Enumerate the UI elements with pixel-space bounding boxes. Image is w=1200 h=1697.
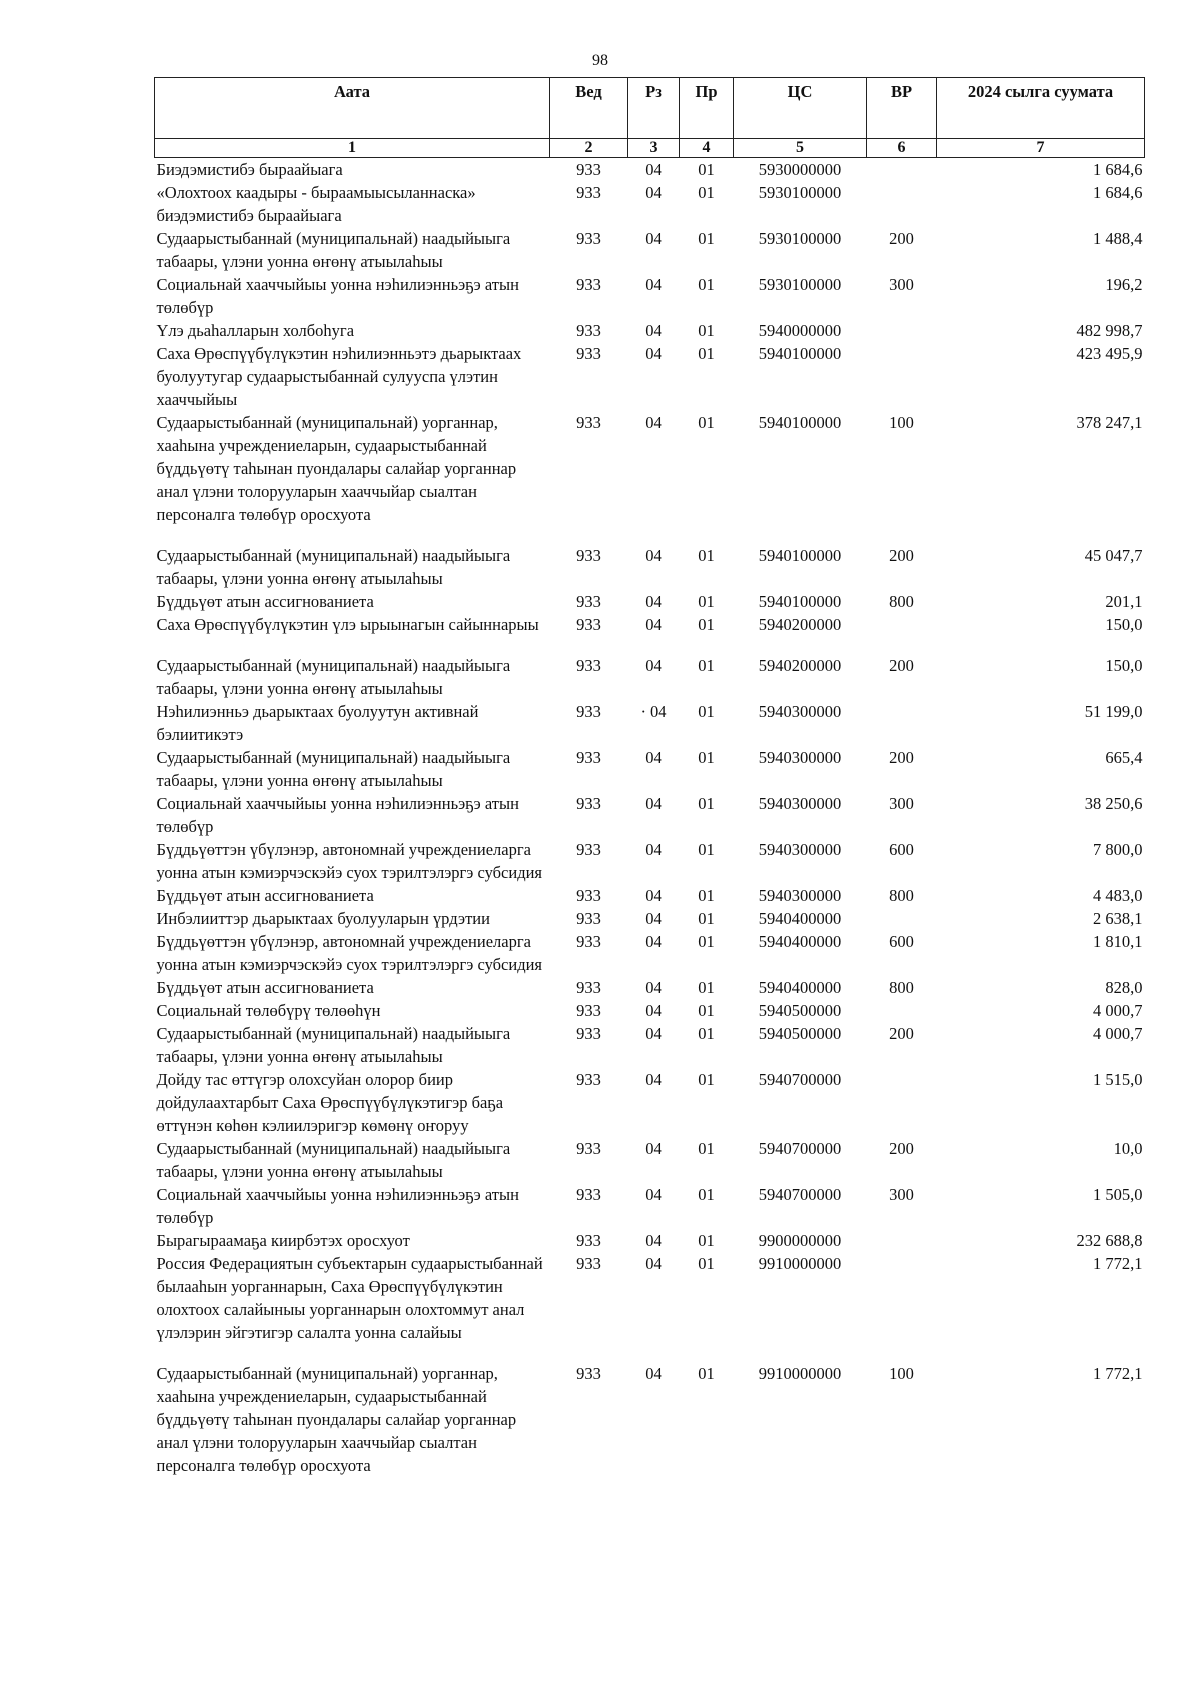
row-name: Россия Федерациятын субъектарын судаарыстыбаннай былааһын уорганнарын, Саха Өрөспүүбүлүкэтин олохтоох салайыныы уорганнарын олохтоммут анал үлэлэрин эйгэтигэр салалта уонна салайыы xyxy=(156,1254,543,1342)
column-number: 3 xyxy=(628,139,680,158)
row-sum: 10,0 xyxy=(1113,1139,1143,1158)
table-body xyxy=(155,158,1145,1478)
column-number-row xyxy=(155,139,1145,158)
row-rz: 04 xyxy=(645,229,662,248)
row-sum: 1 772,1 xyxy=(1093,1364,1143,1383)
table-row xyxy=(155,613,1145,654)
row-ved: 933 xyxy=(576,413,601,432)
row-ved: 933 xyxy=(576,344,601,363)
row-cs: 5940300000 xyxy=(758,794,842,813)
row-sum: 150,0 xyxy=(1105,656,1143,675)
row-pr: 01 xyxy=(698,1231,715,1250)
row-vr xyxy=(867,1068,937,1137)
row-cs: 5940500000 xyxy=(758,1001,842,1020)
row-cs: 5940200000 xyxy=(758,656,842,675)
row-cs: 5940400000 xyxy=(758,909,842,928)
row-vr: 300 xyxy=(889,275,914,294)
row-ved: 933 xyxy=(576,1001,601,1020)
row-name: Дойду тас өттүгэр олохсуйан олорор биир дойдулаахтарбыт Саха Өрөспүүбүлүкэтигэр баҕа өттүнэн көһөн кэлиилэригэр көмөнү оҥоруу xyxy=(156,1070,504,1135)
row-ved: 933 xyxy=(576,546,601,565)
column-number: 7 xyxy=(937,139,1145,158)
row-name: Бүддьүөт атын ассигнованиета xyxy=(156,978,374,997)
row-ved: 933 xyxy=(576,1185,601,1204)
row-sum: 2 638,1 xyxy=(1093,909,1143,928)
row-ved: 933 xyxy=(576,748,601,767)
row-cs: 5940400000 xyxy=(758,978,842,997)
row-sum: 1 505,0 xyxy=(1093,1185,1143,1204)
row-cs: 9910000000 xyxy=(758,1254,842,1273)
row-vr: 200 xyxy=(889,748,914,767)
row-pr: 01 xyxy=(698,321,715,340)
row-ved: 933 xyxy=(576,702,601,721)
table-row xyxy=(155,227,1145,273)
table-row xyxy=(155,1362,1145,1477)
table-row xyxy=(155,999,1145,1022)
table-row xyxy=(155,1183,1145,1229)
row-rz: 04 xyxy=(645,160,662,179)
row-pr: 01 xyxy=(698,615,715,634)
row-cs: 5940700000 xyxy=(758,1139,842,1158)
table-row xyxy=(155,1022,1145,1068)
column-number: 6 xyxy=(867,139,937,158)
row-rz: 04 xyxy=(645,344,662,363)
table-row xyxy=(155,792,1145,838)
row-pr: 01 xyxy=(698,1024,715,1043)
row-sum: 1 810,1 xyxy=(1093,932,1143,951)
row-cs: 5940400000 xyxy=(758,932,842,951)
row-name: Инбэлииттэр дьарыктаах буолууларын үрдэтии xyxy=(156,909,490,928)
table-row xyxy=(155,1252,1145,1362)
row-rz: 04 xyxy=(645,909,662,928)
row-name: Судаарыстыбаннай (муниципальнай) уорганнар, хааһына учреждениеларын, судаарыстыбаннай бүддьүөтү таһынан пуондалары салайар уорганнар анал үлэни толорууларын хааччыйар сыалтан персоналга төлөбүр оросхуота xyxy=(156,1364,517,1475)
row-rz: 04 xyxy=(645,183,662,202)
row-sum: 232 688,8 xyxy=(1076,1231,1143,1250)
row-name: Бүддьүөт атын ассигнованиета xyxy=(156,592,374,611)
table-row xyxy=(155,590,1145,613)
row-sum: 196,2 xyxy=(1105,275,1143,294)
row-cs: 5940500000 xyxy=(758,1024,842,1043)
row-ved: 933 xyxy=(576,183,601,202)
row-pr: 01 xyxy=(698,1070,715,1089)
row-vr xyxy=(867,999,937,1022)
row-rz: 04 xyxy=(645,413,662,432)
row-sum: 4 000,7 xyxy=(1093,1001,1143,1020)
row-pr: 01 xyxy=(698,275,715,294)
row-rz: 04 xyxy=(645,886,662,905)
row-cs: 5940700000 xyxy=(758,1070,842,1089)
row-rz: 04 xyxy=(645,794,662,813)
row-pr: 01 xyxy=(698,840,715,859)
row-ved: 933 xyxy=(576,794,601,813)
row-name: «Олохтоох каадыры - быраамыысыланнаска» биэдэмистибэ быраайыага xyxy=(156,183,476,225)
table-row xyxy=(155,1137,1145,1183)
table-row xyxy=(155,544,1145,590)
column-number: 5 xyxy=(734,139,867,158)
row-vr: 200 xyxy=(889,1139,914,1158)
row-ved: 933 xyxy=(576,1024,601,1043)
row-ved: 933 xyxy=(576,275,601,294)
row-sum: 828,0 xyxy=(1105,978,1143,997)
row-vr: 200 xyxy=(889,656,914,675)
row-ved: 933 xyxy=(576,1070,601,1089)
row-cs: 5940300000 xyxy=(758,886,842,905)
row-rz: 04 xyxy=(645,748,662,767)
row-name: Саха Өрөспүүбүлүкэтин үлэ ырыынагын сайыннарыы xyxy=(156,615,539,634)
row-pr: 01 xyxy=(698,344,715,363)
row-pr: 01 xyxy=(698,1185,715,1204)
header-rz: Рз xyxy=(628,78,680,139)
row-sum: 201,1 xyxy=(1105,592,1143,611)
row-pr: 01 xyxy=(698,413,715,432)
row-pr: 01 xyxy=(698,932,715,951)
row-name: Үлэ дьаһалларын холбоһуга xyxy=(156,321,355,340)
row-ved: 933 xyxy=(576,1254,601,1273)
row-vr: 300 xyxy=(889,794,914,813)
row-name: Нэһилиэнньэ дьарыктаах буолуутун активнай бэлиитикэтэ xyxy=(156,702,479,744)
table-row xyxy=(155,654,1145,700)
row-cs: 5940700000 xyxy=(758,1185,842,1204)
row-name: Бүддьүөттэн үбүлэнэр, автономнай учреждениеларга уонна атын кэмиэрчэскэйэ суох тэрилтэлэргэ субсидия xyxy=(156,932,543,974)
row-sum: 38 250,6 xyxy=(1084,794,1143,813)
row-cs: 5940300000 xyxy=(758,702,842,721)
row-ved: 933 xyxy=(576,1231,601,1250)
row-name: Судаарыстыбаннай (муниципальнай) наадыйыыга табаары, үлэни уонна өҥөнү атыылаһыы xyxy=(156,656,511,698)
column-number: 1 xyxy=(155,139,550,158)
row-ved: 933 xyxy=(576,932,601,951)
row-name: Социальнай төлөбүрү төлөөһүн xyxy=(156,1001,381,1020)
row-rz: · 04 xyxy=(640,702,667,721)
table-row xyxy=(155,273,1145,319)
row-rz: 04 xyxy=(645,1024,662,1043)
table-row xyxy=(155,907,1145,930)
row-cs: 5930100000 xyxy=(758,229,842,248)
row-vr xyxy=(867,181,937,227)
row-rz: 04 xyxy=(645,932,662,951)
row-name: Социальнай хааччыйыы уонна нэһилиэнньэҕэ атын төлөбүр xyxy=(156,275,519,317)
row-vr xyxy=(867,613,937,654)
row-cs: 5930100000 xyxy=(758,275,842,294)
row-pr: 01 xyxy=(698,1139,715,1158)
row-name: Бүддьүөт атын ассигнованиета xyxy=(156,886,374,905)
table-row xyxy=(155,181,1145,227)
table-row xyxy=(155,838,1145,884)
row-ved: 933 xyxy=(576,1364,601,1383)
row-rz: 04 xyxy=(645,1185,662,1204)
table-row xyxy=(155,411,1145,544)
row-sum: 4 000,7 xyxy=(1093,1024,1143,1043)
row-ved: 933 xyxy=(576,909,601,928)
page-number: 98 xyxy=(592,52,608,69)
row-cs: 5940300000 xyxy=(758,748,842,767)
row-vr xyxy=(867,158,937,182)
row-cs: 5930000000 xyxy=(758,160,842,179)
row-sum: 1 684,6 xyxy=(1093,183,1143,202)
row-sum: 1 684,6 xyxy=(1093,160,1143,179)
row-sum: 423 495,9 xyxy=(1076,344,1143,363)
row-rz: 04 xyxy=(645,1231,662,1250)
row-ved: 933 xyxy=(576,886,601,905)
row-rz: 04 xyxy=(645,615,662,634)
row-cs: 5940100000 xyxy=(758,592,842,611)
row-rz: 04 xyxy=(645,1139,662,1158)
row-name: Бүддьүөттэн үбүлэнэр, автономнай учреждениеларга уонна атын кэмиэрчэскэйэ суох тэрилтэлэргэ субсидия xyxy=(156,840,543,882)
row-ved: 933 xyxy=(576,1139,601,1158)
column-number: 4 xyxy=(680,139,734,158)
header-aata: Аата xyxy=(155,78,550,139)
budget-table xyxy=(154,77,1145,1477)
row-vr xyxy=(867,342,937,411)
row-pr: 01 xyxy=(698,160,715,179)
row-ved: 933 xyxy=(576,321,601,340)
row-cs: 5940200000 xyxy=(758,615,842,634)
row-pr: 01 xyxy=(698,183,715,202)
row-rz: 04 xyxy=(645,592,662,611)
table-row xyxy=(155,884,1145,907)
row-rz: 04 xyxy=(645,546,662,565)
row-pr: 01 xyxy=(698,1001,715,1020)
row-sum: 1 515,0 xyxy=(1093,1070,1143,1089)
header-ved: Вед xyxy=(550,78,628,139)
row-vr: 800 xyxy=(889,592,914,611)
table-row xyxy=(155,976,1145,999)
row-cs: 9900000000 xyxy=(758,1231,842,1250)
table-row xyxy=(155,700,1145,746)
row-name: Саха Өрөспүүбүлүкэтин нэһилиэнньэтэ дьарыктаах буолуутугар судаарыстыбаннай сулууспа үлэтин хааччыйыы xyxy=(156,344,522,409)
row-sum: 665,4 xyxy=(1105,748,1143,767)
row-vr: 800 xyxy=(889,978,914,997)
row-vr: 600 xyxy=(889,840,914,859)
row-vr: 200 xyxy=(889,546,914,565)
row-pr: 01 xyxy=(698,656,715,675)
header-cs: ЦС xyxy=(734,78,867,139)
row-rz: 04 xyxy=(645,978,662,997)
row-name: Судаарыстыбаннай (муниципальнай) наадыйыыга табаары, үлэни уонна өҥөнү атыылаһыы xyxy=(156,748,511,790)
row-vr: 100 xyxy=(889,413,914,432)
row-ved: 933 xyxy=(576,160,601,179)
row-cs: 5940100000 xyxy=(758,546,842,565)
row-rz: 04 xyxy=(645,1364,662,1383)
row-vr: 800 xyxy=(889,886,914,905)
row-vr: 100 xyxy=(889,1364,914,1383)
header-row xyxy=(155,78,1145,139)
row-cs: 5930100000 xyxy=(758,183,842,202)
row-name: Социальнай хааччыйыы уонна нэһилиэнньэҕэ атын төлөбүр xyxy=(156,1185,519,1227)
row-rz: 04 xyxy=(645,321,662,340)
row-pr: 01 xyxy=(698,592,715,611)
row-name: Судаарыстыбаннай (муниципальнай) наадыйыыга табаары, үлэни уонна өҥөнү атыылаһыы xyxy=(156,229,511,271)
row-rz: 04 xyxy=(645,1254,662,1273)
row-sum: 1 488,4 xyxy=(1093,229,1143,248)
row-name: Социальнай хааччыйыы уонна нэһилиэнньэҕэ атын төлөбүр xyxy=(156,794,519,836)
row-cs: 5940000000 xyxy=(758,321,842,340)
row-sum: 378 247,1 xyxy=(1076,413,1143,432)
row-pr: 01 xyxy=(698,909,715,928)
row-pr: 01 xyxy=(698,702,715,721)
row-vr: 200 xyxy=(889,1024,914,1043)
header-sum: 2024 сылга суумата xyxy=(937,78,1145,139)
table-row xyxy=(155,930,1145,976)
row-sum: 7 800,0 xyxy=(1093,840,1143,859)
row-sum: 1 772,1 xyxy=(1093,1254,1143,1273)
row-ved: 933 xyxy=(576,656,601,675)
table-row xyxy=(155,746,1145,792)
row-name: Биэдэмистибэ быраайыага xyxy=(156,160,343,179)
row-rz: 04 xyxy=(645,656,662,675)
row-vr xyxy=(867,1252,937,1362)
row-cs: 9910000000 xyxy=(758,1364,842,1383)
row-name: Судаарыстыбаннай (муниципальнай) уорганнар, хааһына учреждениеларын, судаарыстыбаннай бүддьүөтү таһынан пуондалары салайар уорганнар анал үлэни толорууларын хааччыйар сыалтан персоналга төлөбүр оросхуота xyxy=(156,413,517,524)
table-row xyxy=(155,342,1145,411)
table-row xyxy=(155,1229,1145,1252)
row-pr: 01 xyxy=(698,1254,715,1273)
row-pr: 01 xyxy=(698,229,715,248)
row-sum: 482 998,7 xyxy=(1076,321,1143,340)
row-cs: 5940300000 xyxy=(758,840,842,859)
header-pr: Пр xyxy=(680,78,734,139)
row-vr xyxy=(867,319,937,342)
row-vr xyxy=(867,700,937,746)
row-pr: 01 xyxy=(698,886,715,905)
row-vr: 300 xyxy=(889,1185,914,1204)
row-name: Судаарыстыбаннай (муниципальнай) наадыйыыга табаары, үлэни уонна өҥөнү атыылаһыы xyxy=(156,546,511,588)
row-ved: 933 xyxy=(576,592,601,611)
row-name: Судаарыстыбаннай (муниципальнай) наадыйыыга табаары, үлэни уонна өҥөнү атыылаһыы xyxy=(156,1139,511,1181)
row-pr: 01 xyxy=(698,546,715,565)
row-cs: 5940100000 xyxy=(758,344,842,363)
row-sum: 51 199,0 xyxy=(1084,702,1143,721)
row-rz: 04 xyxy=(645,275,662,294)
row-vr xyxy=(867,1229,937,1252)
row-name: Судаарыстыбаннай (муниципальнай) наадыйыыга табаары, үлэни уонна өҥөнү атыылаһыы xyxy=(156,1024,511,1066)
row-rz: 04 xyxy=(645,840,662,859)
row-sum: 4 483,0 xyxy=(1093,886,1143,905)
row-ved: 933 xyxy=(576,615,601,634)
row-pr: 01 xyxy=(698,978,715,997)
row-vr: 600 xyxy=(889,932,914,951)
row-pr: 01 xyxy=(698,794,715,813)
row-ved: 933 xyxy=(576,978,601,997)
table-row xyxy=(155,319,1145,342)
row-rz: 04 xyxy=(645,1070,662,1089)
table-row xyxy=(155,158,1145,182)
column-number: 2 xyxy=(550,139,628,158)
row-pr: 01 xyxy=(698,1364,715,1383)
row-rz: 04 xyxy=(645,1001,662,1020)
row-vr xyxy=(867,907,937,930)
row-pr: 01 xyxy=(698,748,715,767)
row-cs: 5940100000 xyxy=(758,413,842,432)
row-ved: 933 xyxy=(576,840,601,859)
row-sum: 45 047,7 xyxy=(1084,546,1143,565)
row-ved: 933 xyxy=(576,229,601,248)
row-sum: 150,0 xyxy=(1105,615,1143,634)
row-name: Бырагыраамаҕа киирбэтэх оросхуот xyxy=(156,1231,410,1250)
row-vr: 200 xyxy=(889,229,914,248)
table-row xyxy=(155,1068,1145,1137)
header-vr: ВР xyxy=(867,78,937,139)
